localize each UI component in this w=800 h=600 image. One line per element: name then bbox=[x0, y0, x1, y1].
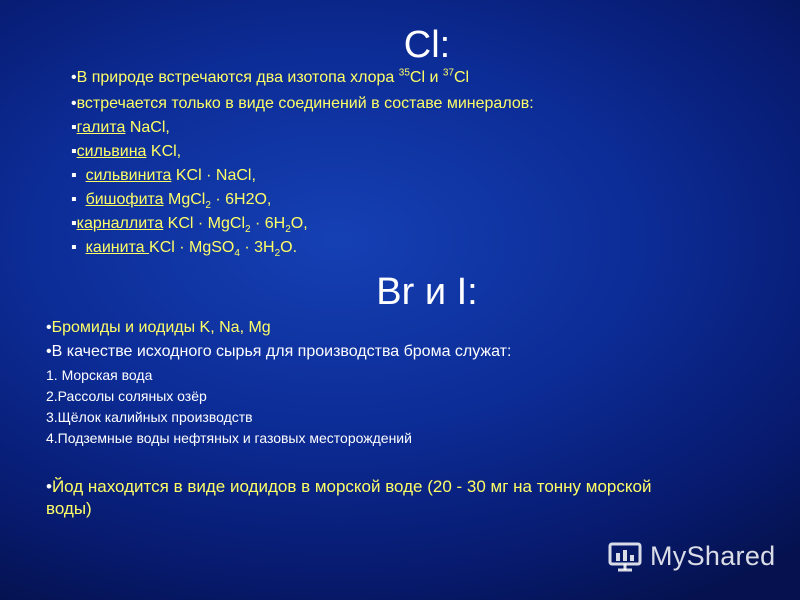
compounds-intro-text: встречается только в виде соединений в составе минералов: bbox=[76, 95, 534, 112]
mineral-name-link[interactable]: каинита bbox=[85, 239, 150, 256]
compounds-intro-line bbox=[71, 94, 534, 114]
mineral-formula: KCl · MgSO bbox=[149, 239, 235, 256]
mineral-name-link[interactable]: бишофита bbox=[85, 191, 164, 208]
raw-material-line bbox=[46, 342, 511, 362]
isotopes-mid: Cl и bbox=[409, 69, 443, 86]
bullet: • bbox=[46, 343, 52, 360]
iodine-text: Йод находится в виде иодидов в морской воде (20 - 30 мг на тонну морской bbox=[51, 477, 652, 496]
bullet: • bbox=[71, 69, 77, 86]
source-item: 2.Рассолы соляных озёр bbox=[46, 388, 207, 404]
title-bromine-iodine: Br и I: bbox=[376, 271, 478, 313]
iodine-line-2: воды) bbox=[46, 499, 92, 518]
bullet: ▪ bbox=[71, 239, 77, 256]
mineral-formula-rest: · 3H bbox=[239, 239, 275, 256]
bullet: • bbox=[46, 477, 52, 496]
mineral-kainite bbox=[71, 238, 297, 258]
mineral-formula-rest: · 6H bbox=[250, 215, 286, 232]
source-item: 4.Подземные воды нефтяных и газовых месторождений bbox=[46, 430, 412, 446]
mineral-formula: NaCl, bbox=[125, 119, 170, 136]
mineral-name-link[interactable]: галита bbox=[76, 119, 126, 136]
raw-material-text: В качестве исходного сырья для производства брома служат: bbox=[51, 343, 512, 360]
formula-subscript: 2 bbox=[245, 224, 251, 236]
bromides-text: Бромиды и иодиды K, Na, Mg bbox=[51, 319, 271, 336]
mineral-name-link[interactable]: сильвинита bbox=[85, 167, 172, 184]
isotope-35: 35 bbox=[398, 67, 410, 79]
isotopes-text: В природе встречаются два изотопа хлора bbox=[76, 69, 399, 86]
bromides-line bbox=[46, 318, 271, 338]
formula-subscript: 4 bbox=[234, 248, 240, 260]
bullet: ▪ bbox=[71, 215, 77, 232]
mineral-carnallite bbox=[71, 214, 308, 234]
mineral-halite bbox=[71, 118, 170, 138]
mineral-name-link[interactable]: сильвина bbox=[76, 143, 147, 160]
watermark bbox=[608, 536, 788, 576]
mineral-formula-rest: · 6H2O, bbox=[210, 191, 272, 208]
title-chlorine: Cl: bbox=[403, 24, 451, 66]
bullet: ▪ bbox=[71, 191, 77, 208]
formula-subscript: 2 bbox=[285, 224, 291, 236]
formula-subscript: 2 bbox=[274, 248, 281, 260]
isotope-37: 37 bbox=[442, 67, 454, 79]
bullet: ▪ bbox=[71, 143, 77, 160]
isotopes-end: Cl bbox=[453, 69, 470, 86]
bullet: ▪ bbox=[71, 119, 77, 136]
bullet: • bbox=[71, 95, 77, 112]
presentation-board-icon bbox=[608, 541, 644, 584]
source-item: 3.Щёлок калийных производств bbox=[46, 409, 253, 425]
mineral-formula-end: O. bbox=[280, 239, 298, 256]
iodine-line-1 bbox=[46, 476, 651, 498]
mineral-formula: KCl, bbox=[146, 143, 182, 160]
watermark-text: MyShared bbox=[650, 541, 776, 571]
mineral-formula: MgCl bbox=[163, 191, 206, 208]
mineral-formula-end: O, bbox=[290, 215, 308, 232]
mineral-bischofite bbox=[71, 190, 271, 210]
mineral-formula: KCl · NaCl, bbox=[171, 167, 256, 184]
mineral-sylvinite bbox=[71, 166, 256, 186]
mineral-sylvite bbox=[71, 142, 181, 162]
mineral-formula: KCl · MgCl bbox=[163, 215, 245, 232]
bullet: • bbox=[46, 319, 52, 336]
isotopes-line bbox=[71, 68, 469, 88]
source-item: 1. Морская вода bbox=[46, 367, 153, 383]
formula-subscript: 2 bbox=[205, 200, 211, 212]
bullet: ▪ bbox=[71, 167, 77, 184]
mineral-name-link[interactable]: карналлита bbox=[76, 215, 164, 232]
